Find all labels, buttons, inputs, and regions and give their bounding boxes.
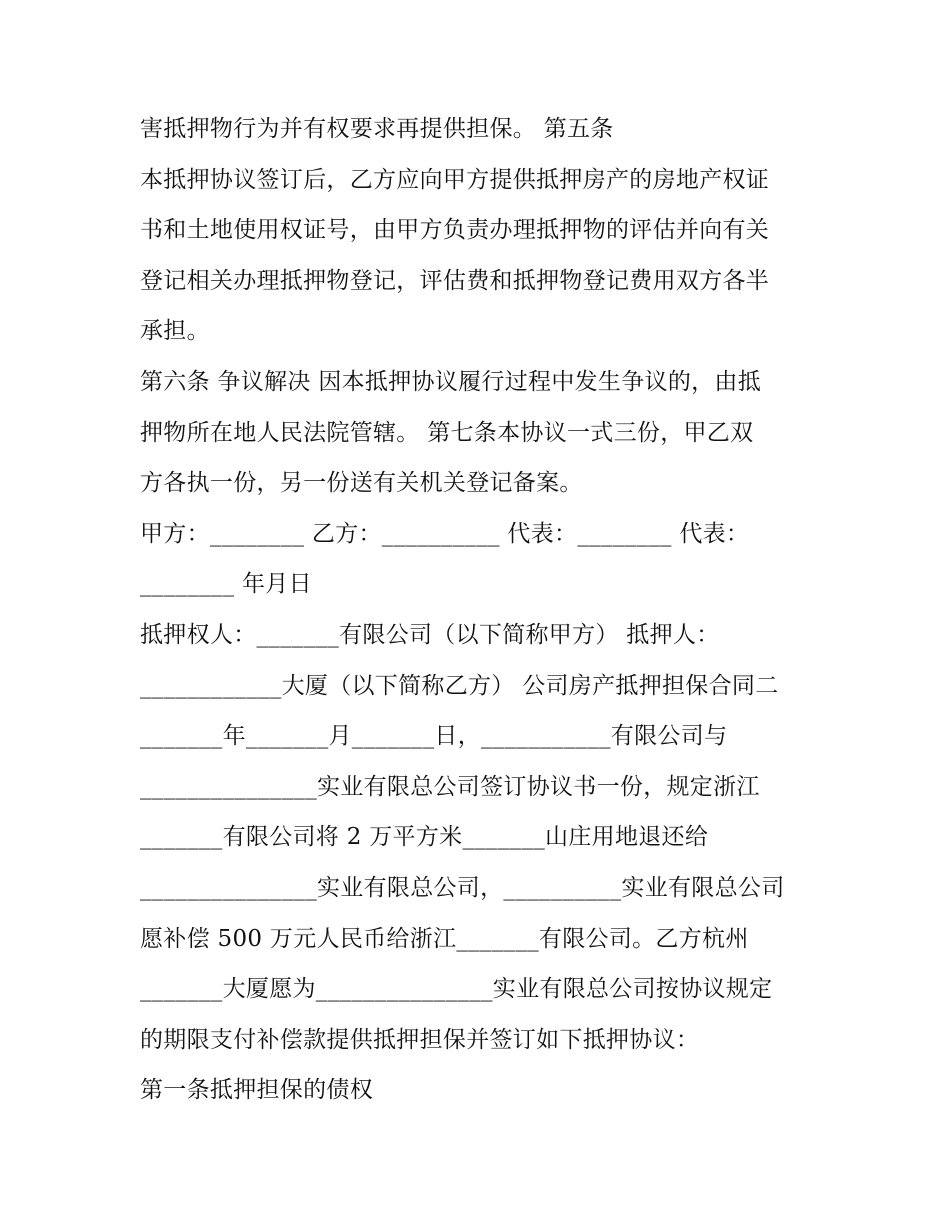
text-line: 书和土地使用权证号，由甲方负责办理抵押物的评估并向有关 [140, 217, 770, 243]
text-line: 登记相关办理抵押物登记，评估费和抵押物登记费用双方各半 [140, 268, 770, 294]
text-line: _______________实业有限总公司，__________实业有限总公司 [140, 875, 785, 901]
signature-line: 甲方：________ 乙方：__________ 代表：________ 代表： [140, 521, 750, 547]
text-line: _______________实业有限总公司签订协议书一份，规定浙江 [140, 774, 760, 800]
section-heading: 第一条抵押担保的债权 [140, 1077, 373, 1103]
text-line: 第六条 争议解决 因本抵押协议履行过程中发生争议的，由抵 [140, 369, 762, 395]
text-line: 抵押权人：_______有限公司（以下简称甲方） 抵押人： [140, 622, 720, 648]
text-line: 押物所在地人民法院管辖。 第七条本协议一式三份，甲乙双 [140, 420, 754, 446]
text-line: 方各执一份，另一份送有关机关登记备案。 [140, 470, 583, 496]
date-line: ________ 年月日 [140, 571, 312, 597]
text-line: _______年_______月_______日，___________有限公司与 [140, 723, 728, 749]
text-line: 承担。 [140, 318, 210, 344]
text-line: ____________大厦（以下简称乙方） 公司房产抵押担保合同二 [140, 673, 779, 699]
text-line: 害抵押物行为并有权要求再提供担保。 第五条 [140, 116, 614, 142]
text-line: _______大厦愿为_______________实业有限总公司按协议规定 [140, 976, 773, 1002]
text-line: _______有限公司将 2 万平方米_______山庄用地退还给 [140, 824, 709, 850]
text-line: 的期限支付补偿款提供抵押担保并签订如下抵押协议： [140, 1027, 700, 1053]
text-line: 愿补偿 500 万元人民币给浙江_______有限公司。乙方杭州 [140, 926, 749, 952]
text-line: 本抵押协议签订后，乙方应向甲方提供抵押房产的房地产权证 [140, 167, 770, 193]
